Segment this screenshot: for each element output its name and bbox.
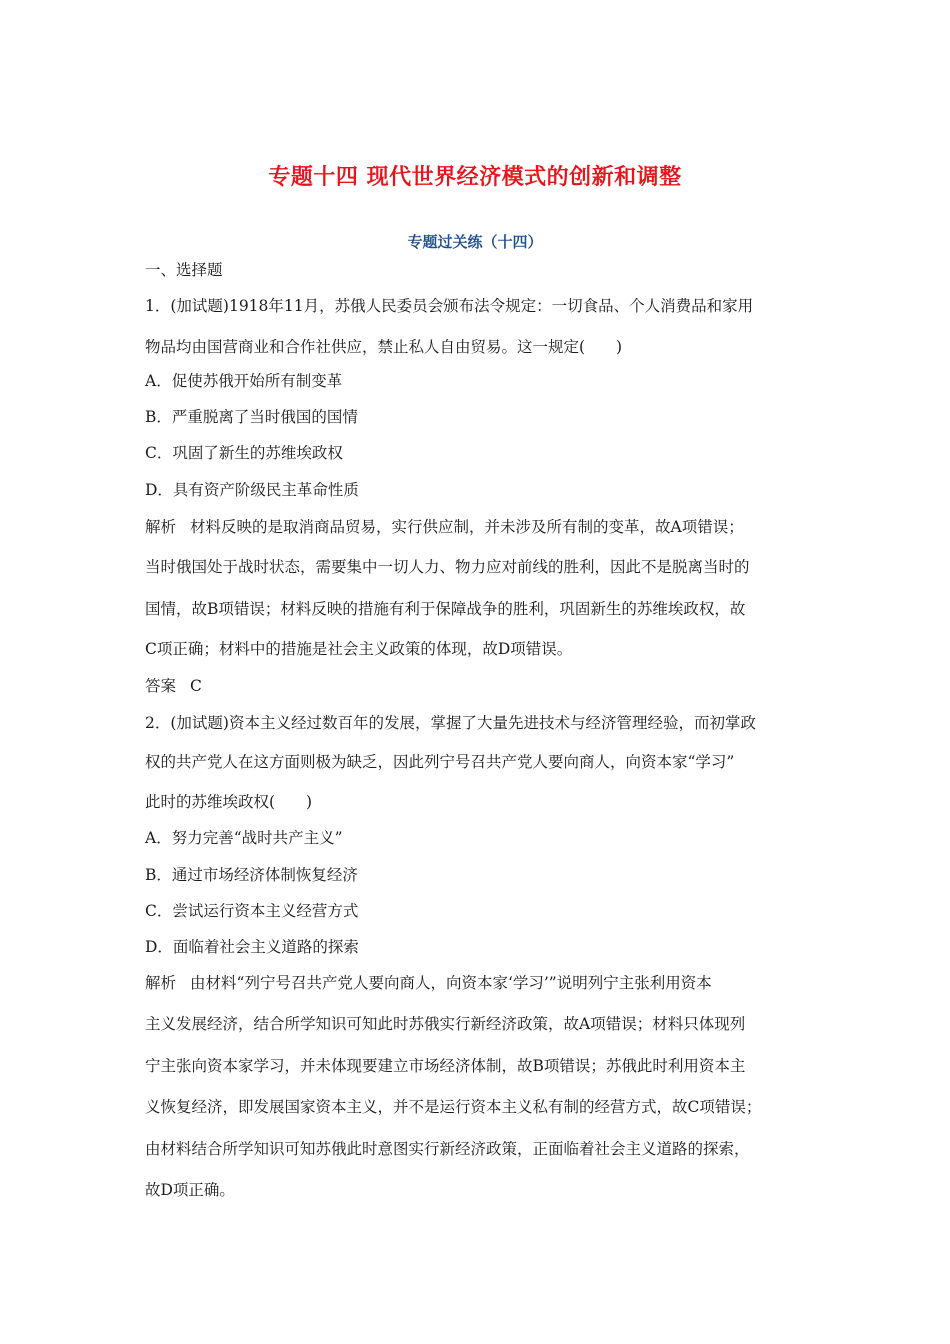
q1-analysis-text: 材料反映的是取消商品贸易，实行供应制，并未涉及所有制的变革，故A项错误； xyxy=(190,518,744,536)
q2-analysis-label: 解析 xyxy=(145,974,177,992)
q2-analysis-line: 故D项正确。 xyxy=(145,1181,235,1199)
q1-analysis-line xyxy=(145,517,744,537)
q1-option-a: A．促使苏俄开始所有制变革 xyxy=(145,372,343,390)
q1-answer-value: C xyxy=(190,677,202,695)
q1-analysis-line: 当时俄国处于战时状态，需要集中一切人力、物力应对前线的胜利，因此不是脱离当时的 xyxy=(145,558,750,576)
q1-analysis-line: C项正确；材料中的措施是社会主义政策的体现，故D项错误。 xyxy=(145,640,573,658)
q2-analysis-line: 义恢复经济，即发展国家资本主义，并不是运行资本主义私有制的经营方式，故C项错误； xyxy=(145,1098,762,1116)
q1-option-d: D．具有资产阶级民主革命性质 xyxy=(145,481,359,499)
q2-analysis-line: 主义发展经济，结合所学知识可知此时苏俄实行新经济政策，故A项错误；材料只体现列 xyxy=(145,1015,746,1033)
page-title: 专题十四 现代世界经济模式的创新和调整 xyxy=(268,165,682,190)
page-subtitle: 专题过关练（十四） xyxy=(407,233,543,251)
q2-analysis-line: 由材料结合所学知识可知苏俄此时意图实行新经济政策，正面临着社会主义道路的探索， xyxy=(145,1140,750,1158)
q2-analysis-text: 由材料“列宁号召共产党人要向商人，向资本家‘学习’”说明列宁主张利用资本 xyxy=(190,974,712,992)
q2-stem-line: 权的共产党人在这方面则极为缺乏，因此列宁号召共产党人要向商人，向资本家“学习” xyxy=(145,753,735,771)
q2-stem-line: 2．(加试题)资本主义经过数百年的发展，掌握了大量先进技术与经济管理经验，而初掌政 xyxy=(145,714,756,732)
q1-option-b: B．严重脱离了当时俄国的国情 xyxy=(145,408,358,426)
q1-analysis-line: 国情，故B项错误；材料反映的措施有利于保障战争的胜利，巩固新生的苏维埃政权，故 xyxy=(145,600,746,618)
q1-answer-line xyxy=(145,676,202,696)
q1-stem-line: 1．(加试题)1918年11月，苏俄人民委员会颁布法令规定：一切食品、个人消费品和家用 xyxy=(145,297,754,315)
q1-option-c: C．巩固了新生的苏维埃政权 xyxy=(145,444,343,462)
q2-analysis-line xyxy=(145,973,712,993)
q2-option-c: C．尝试运行资本主义经营方式 xyxy=(145,902,359,920)
q2-option-a: A．努力完善“战时共产主义” xyxy=(145,829,343,847)
q2-analysis-line: 宁主张向资本家学习，并未体现要建立市场经济体制，故B项错误；苏俄此时利用资本主 xyxy=(145,1057,746,1075)
q2-stem-line: 此时的苏维埃政权( ) xyxy=(145,793,313,811)
q1-analysis-label: 解析 xyxy=(145,518,177,536)
section-heading: 一、选择题 xyxy=(145,261,223,279)
q2-option-b: B．通过市场经济体制恢复经济 xyxy=(145,866,358,884)
q2-option-d: D．面临着社会主义道路的探索 xyxy=(145,938,359,956)
q1-answer-label: 答案 xyxy=(145,677,177,695)
q1-stem-line: 物品均由国营商业和合作社供应，禁止私人自由贸易。这一规定( ) xyxy=(145,338,623,356)
